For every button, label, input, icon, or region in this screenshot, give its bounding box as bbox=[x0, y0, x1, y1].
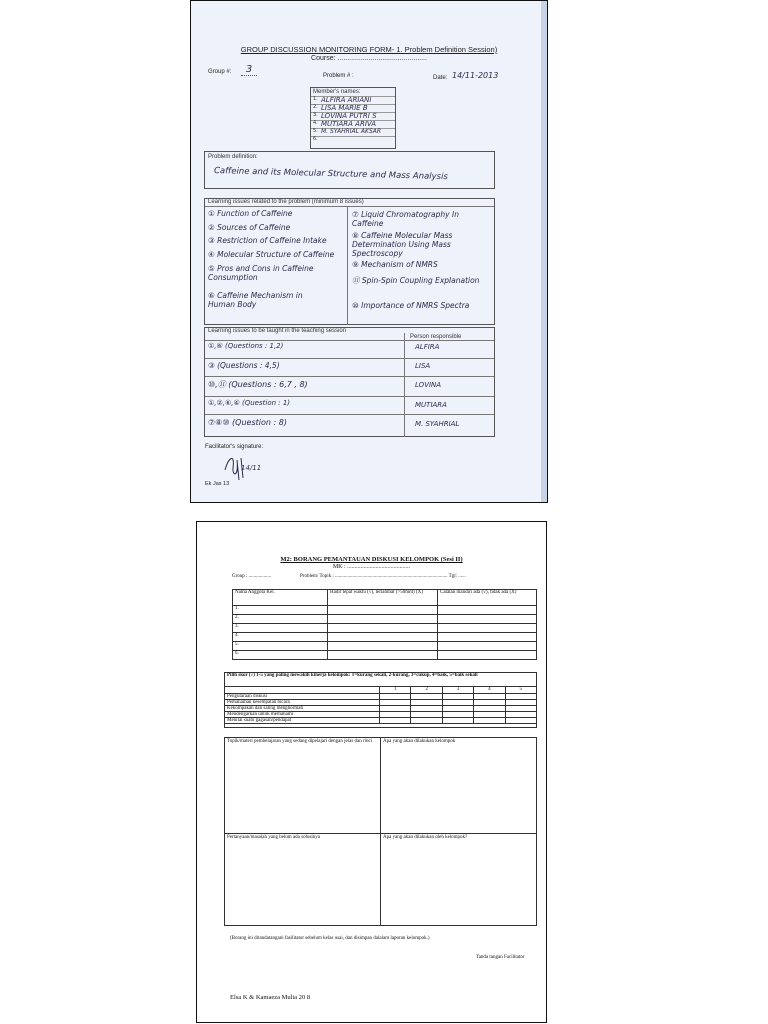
learning-issue-item: ⑦ Liquid Chromatography In Caffeine bbox=[352, 210, 459, 228]
learning-issue-item: ⑩ Importance of NMRS Spectra bbox=[352, 301, 470, 310]
monitoring-form-page-2 bbox=[196, 521, 547, 1023]
score-column: 3 bbox=[442, 687, 473, 694]
score-column: 1 bbox=[380, 687, 411, 694]
score-instruction: Pilih skor (√) 1-5 yang paling mewakili kinerja kelompok: 1=kurang sekali, 2-kurang, 3=cukup, 4=baik, 5=baik sekali bbox=[225, 673, 537, 687]
member-row: 2. LISA MARIE B bbox=[311, 104, 395, 112]
problem-definition-value: Caffeine and its Molecular Structure and Mass Analysis bbox=[213, 166, 448, 183]
date-label: Date: bbox=[433, 75, 448, 81]
taught-row: ①,②,⑥,④ (Question : 1) MUTIARA bbox=[205, 396, 494, 414]
learning-issue-item: ⑥ Caffeine Mechanism in Human Body bbox=[208, 291, 303, 309]
table-row: Menilai suatu gagasan/pendapat bbox=[225, 718, 537, 724]
table-row: Kekompakan dan saling menghormati bbox=[225, 706, 537, 712]
course-field: Course: .............................................. bbox=[311, 55, 427, 62]
learning-issues-box bbox=[204, 198, 495, 325]
taught-row: ①,⑥ (Questions : 1,2) ALFIRA bbox=[205, 340, 494, 358]
notes-header: Catatan mandiri ada (√), tidak ada (X) bbox=[438, 590, 537, 606]
learning-issue-item: ② Sources of Caffeine bbox=[208, 223, 291, 232]
members-label: Member's names: bbox=[313, 89, 361, 95]
reflection-box-actions: Apa yang akan dilakukan kelompok bbox=[380, 737, 537, 834]
score-table bbox=[224, 672, 537, 728]
member-row: 1. ALFIRA ARIANI bbox=[311, 96, 395, 104]
person-responsible-label: Person responsible bbox=[410, 334, 462, 340]
form-title: M2: BORANG PEMANTAUAN DISKUSI KELOMPOK (Sesi II) bbox=[280, 556, 463, 563]
members-table bbox=[232, 589, 537, 660]
member-row: 5. M. SYAHRIAL AKSAR bbox=[311, 128, 395, 136]
group-label: Group #: bbox=[208, 69, 232, 75]
form-note: (Borang ini ditandatangani fasilitator sebelum kelas usai, dan disimpan dalalam laporan kelompok.) bbox=[230, 936, 430, 941]
monitoring-form-page-1 bbox=[190, 0, 548, 503]
table-row: 3. bbox=[233, 624, 537, 633]
table-row: 2. bbox=[233, 615, 537, 624]
member-row: 4. MUTIARA ARIVA bbox=[311, 120, 395, 128]
form-footer: Elsa K & Kamaeza Mulia 20 8 bbox=[230, 994, 311, 1001]
table-row: Mendengarkan untuk memahami bbox=[225, 712, 537, 718]
learning-issue-item: ⑤ Pros and Cons in Caffeine Consumption bbox=[208, 264, 314, 282]
reflection-box-topics: Topik/materi pembelajaran yang sedang dipelajari dengan jelas dan rinci bbox=[224, 737, 381, 834]
form-footer: Ek Jas 13 bbox=[205, 481, 230, 487]
facilitator-signature-label: Facilitator's signature: bbox=[205, 444, 264, 450]
score-column: 2 bbox=[411, 687, 442, 694]
problem-label: Problem # : bbox=[323, 73, 354, 79]
member-row: 6. bbox=[311, 136, 395, 144]
learning-issue-item: ③ Restriction of Caffeine Intake bbox=[208, 236, 327, 245]
page-edge-shadow bbox=[541, 1, 547, 502]
mk-field: MK : .......................................... bbox=[332, 564, 411, 570]
taught-issues-label: Learning issues to be taught in the teaching session bbox=[208, 328, 347, 334]
table-row: Pengutaraan diskusi bbox=[225, 694, 537, 700]
form-title: GROUP DISCUSSION MONITORING FORM- 1. Problem Definition Session) bbox=[240, 45, 498, 54]
learning-issue-item: ④ Molecular Structure of Caffeine bbox=[208, 250, 335, 259]
taught-row: ⑩,⑪ (Questions : 6,7 , 8) LOVINA bbox=[205, 376, 494, 396]
taught-issues-box bbox=[204, 327, 495, 437]
divider bbox=[205, 206, 494, 207]
facilitator-signature-label: Tanda tangan Facilitator bbox=[476, 955, 525, 960]
member-row: 3. LOVINA PUTRI S bbox=[311, 112, 395, 120]
learning-issue-item: ① Function of Caffeine bbox=[208, 209, 293, 218]
members-box bbox=[310, 87, 396, 149]
table-row: Pemahaman kesempatan bicara bbox=[225, 700, 537, 706]
attendance-header: Hadir tepat waktu (√), terlambat (>50mnt) (X) bbox=[328, 590, 438, 606]
date-value: 14/11-2013 bbox=[452, 71, 499, 80]
learning-issue-item: ⑧ Caffeine Molecular Mass Determination Using Mass Spectroscopy bbox=[352, 231, 453, 258]
table-row: 5. bbox=[233, 642, 537, 651]
learning-issue-item: ⑨ Mechanism of NMRS bbox=[352, 260, 438, 269]
learning-issues-label: Learning issues related to the problem (minimum 8 issues) bbox=[208, 199, 364, 205]
table-row: 6. bbox=[233, 651, 537, 660]
signature-date: 14/11 bbox=[241, 464, 262, 472]
score-column: 5 bbox=[505, 687, 536, 694]
score-column: 4 bbox=[474, 687, 505, 694]
problem-definition-label: Problem definition: bbox=[208, 154, 258, 160]
group-value: 3 bbox=[241, 64, 257, 76]
taught-row: ⑦⑧⑩ (Question : 8) M. SYAHRIAL bbox=[205, 414, 494, 437]
reflection-box-questions: Pertanyaan/masalah yang belum ada solusinya bbox=[224, 833, 381, 926]
problem-definition-box bbox=[204, 151, 495, 189]
table-row: 1. bbox=[233, 606, 537, 615]
divider bbox=[347, 206, 348, 325]
reflection-box-next-steps: Apa yang akan dilakukan oleh kelompok? bbox=[380, 833, 537, 926]
group-field: Group : .................. bbox=[232, 574, 272, 579]
members-header: Nama Anggota Kel. bbox=[233, 590, 328, 606]
learning-issue-item: ⑪ Spin-Spin Coupling Explanation bbox=[352, 276, 480, 285]
taught-row: ③ (Questions : 4,5) LISA bbox=[205, 358, 494, 376]
table-row: 4. bbox=[233, 633, 537, 642]
problem-topic-field: Problem/ Topik : .......................................................................................... Tgl: ...... bbox=[300, 574, 466, 579]
